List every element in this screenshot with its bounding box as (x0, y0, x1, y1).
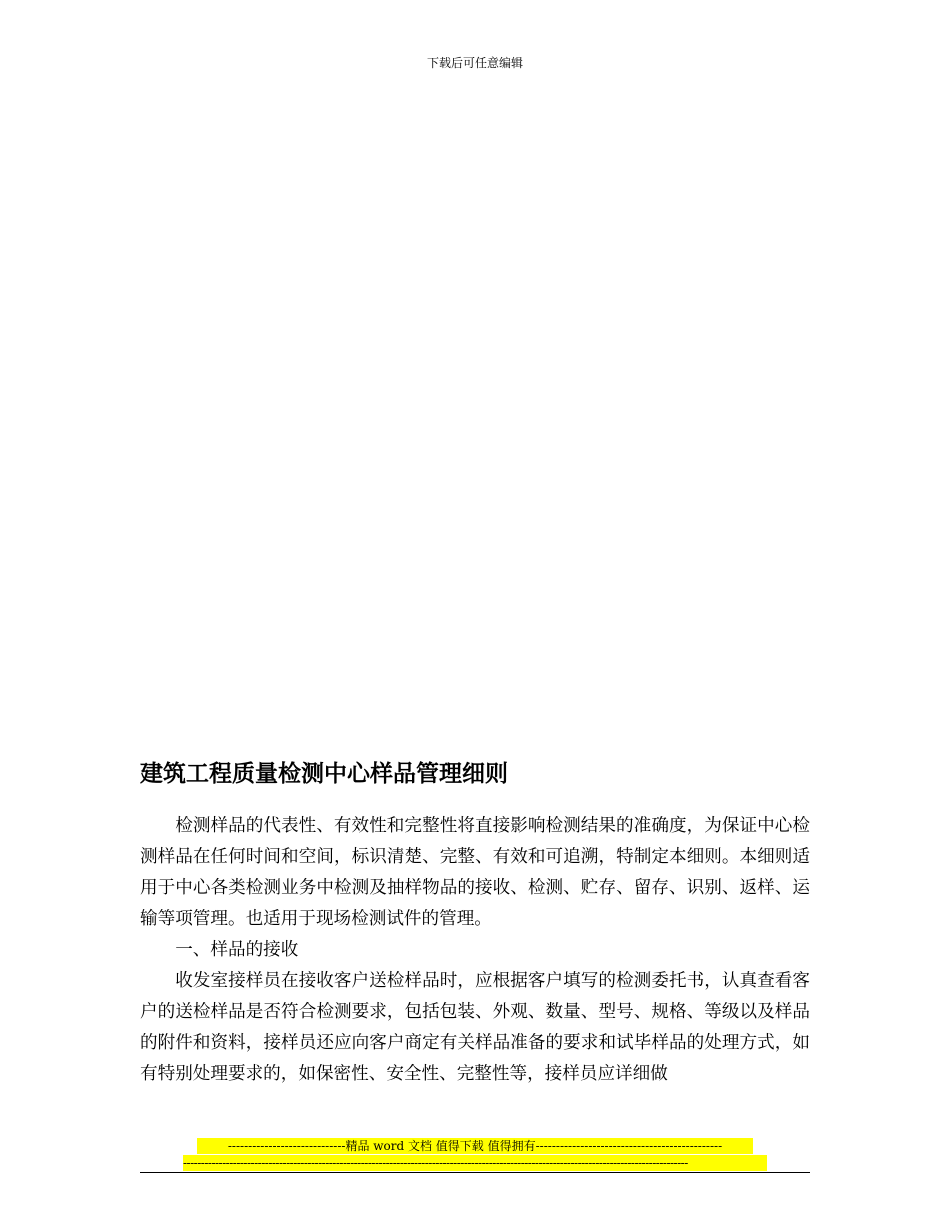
footer-banner: -----------------------------精品 word 文档 值得下载 值得拥有---------------------------------------------- (197, 1138, 753, 1154)
document-body (140, 811, 810, 1090)
document-title: 建筑工程质量检测中心样品管理细则 (140, 761, 508, 787)
footer-dash-line: ---------------------------------------------------------------------------------------------------------------------------------------------- (183, 1155, 767, 1171)
section-heading-sample-receipt: 一、样品的接收 (175, 940, 299, 960)
page-header (0, 55, 950, 71)
footer-divider (140, 1172, 810, 1173)
body-paragraph-receipt: 收发室接样员在接收客户送检样品时，应根据客户填写的检测委托书，认真查看客户的送检样品是否符合检测要求，包括包装、外观、数量、型号、规格、等级以及样品的附件和资料，接样员还应向客户商定有关样品准备的要求和试毕样品的处理方式，如有特别处理要求的，如保密性、安全性、完整性等，接样员应详细做 (140, 971, 810, 1084)
body-paragraph-intro: 检测样品的代表性、有效性和完整性将直接影响检测结果的准确度，为保证中心检测样品在任何时间和空间，标识清楚、完整、有效和可追溯，特制定本细则。本细则适用于中心各类检测业务中检测及抽样物品的接收、检测、贮存、留存、识别、返样、运输等项管理。也适用于现场检测试件的管理。 (140, 816, 810, 929)
header-text: 下载后可任意编辑 (426, 56, 523, 70)
